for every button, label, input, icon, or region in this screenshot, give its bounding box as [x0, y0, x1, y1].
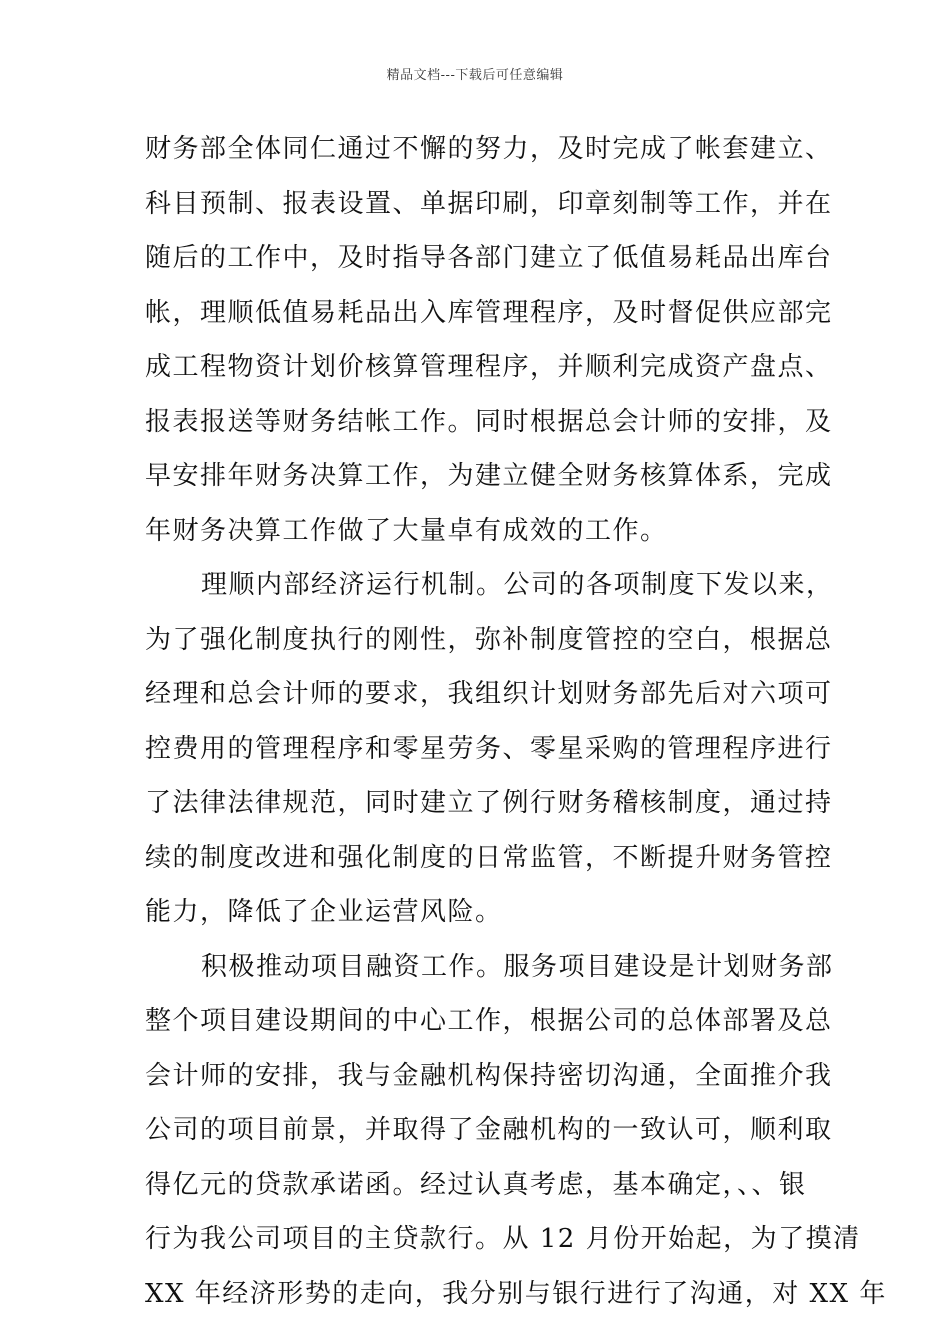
paragraph-start-line: 积极推动项目融资工作。服务项目建设是计划财务部 — [201, 951, 834, 982]
text-line: 随后的工作中，及时指导各部门建立了低值易耗品出库台 — [145, 243, 833, 273]
text-line: 能力，降低了企业运营风险。 — [145, 897, 503, 927]
text-line: 得亿元的贷款承诺函。经过认真考虑，基本确定，、、银 — [145, 1169, 807, 1200]
page-header: 精品文档---下载后可任意编辑 — [386, 68, 564, 83]
text-line: 为了强化制度执行的刚性，弥补制度管控的空白，根据总 — [145, 624, 833, 655]
body-text — [145, 122, 887, 1321]
text-line: 帐，理顺低值易耗品出入库管理程序，及时督促供应部完 — [145, 297, 833, 328]
text-line: 了法律法律规范，同时建立了例行财务稽核制度，通过持 — [145, 788, 833, 818]
text-line: XX 年经济形势的走向，我分别与银行进行了沟通，对 XX 年 — [145, 1278, 887, 1309]
text-line: 早安排年财务决算工作，为建立健全财务核算体系，完成 — [145, 461, 833, 491]
text-line: 经理和总会计师的要求，我组织计划财务部先后对六项可 — [145, 679, 833, 709]
paragraph-start-line: 理顺内部经济运行机制。公司的各项制度下发以来， — [201, 570, 834, 600]
text-line: 财务部全体同仁通过不懈的努力，及时完成了帐套建立、 — [145, 134, 833, 164]
text-line: 控费用的管理程序和零星劳务、零星采购的管理程序进行 — [145, 733, 833, 764]
text-line: 公司的项目前景，并取得了金融机构的一致认可，顺利取 — [145, 1115, 833, 1145]
text-line: 年财务决算工作做了大量卓有成效的工作。 — [145, 515, 668, 546]
text-line: 会计师的安排，我与金融机构保持密切沟通，全面推介我 — [145, 1060, 833, 1091]
text-line: 整个项目建设期间的中心工作，根据公司的总体部署及总 — [145, 1006, 833, 1036]
text-line: 科目预制、报表设置、单据印刷，印章刻制等工作，并在 — [145, 188, 833, 219]
text-line: 续的制度改进和强化制度的日常监管，不断提升财务管控 — [145, 842, 833, 873]
text-line: 行为我公司项目的主贷款行。从 12 月份开始起，为了摸清 — [145, 1224, 861, 1254]
text-line: 报表报送等财务结帐工作。同时根据总会计师的安排，及 — [145, 406, 833, 437]
text-line: 成工程物资计划价核算管理程序，并顺利完成资产盘点、 — [145, 352, 833, 382]
